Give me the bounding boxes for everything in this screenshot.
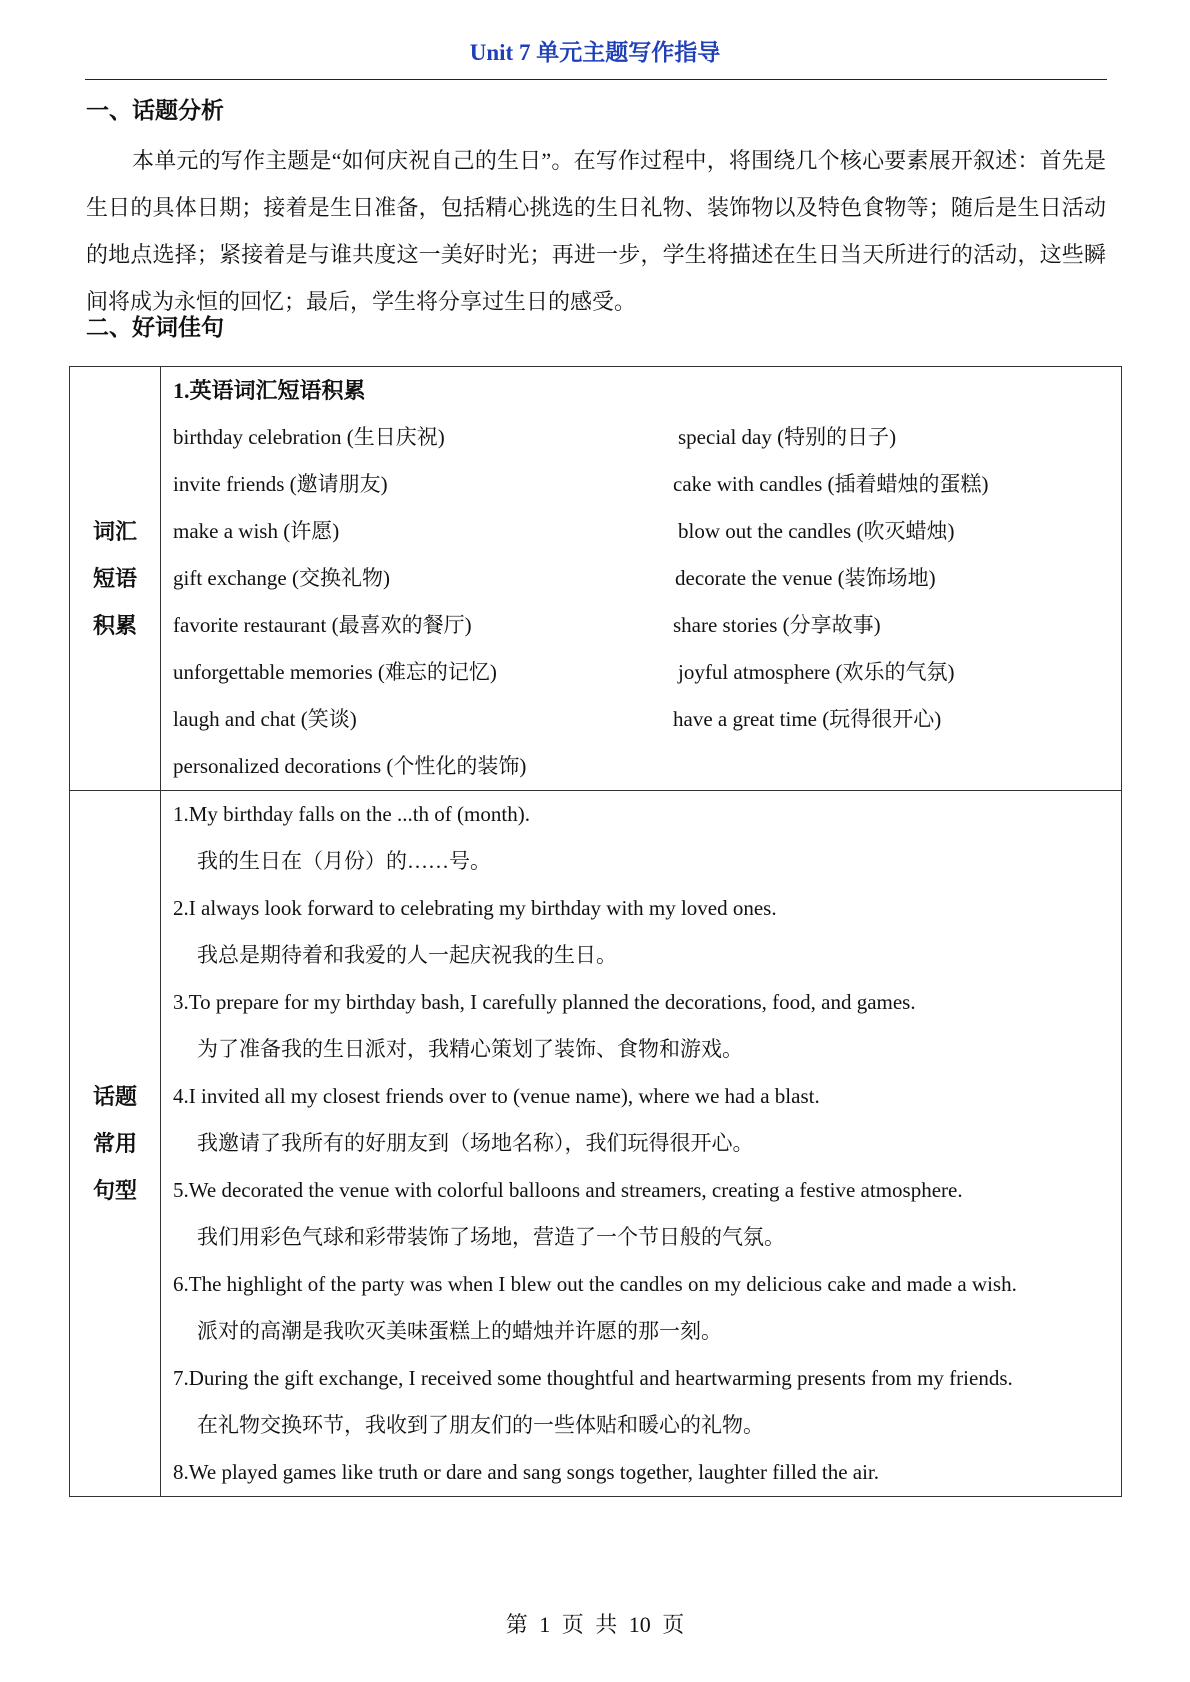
- vocab-phrase: make a wish (许愿): [173, 519, 340, 543]
- vocab-phrase: have a great time (玩得很开心): [673, 707, 942, 731]
- section-heading-topic-analysis: 一、话题分析: [86, 98, 224, 123]
- vocab-label-line: 词汇: [92, 519, 137, 544]
- vocab-row: [173, 555, 1121, 602]
- sentence-chinese: 为了准备我的生日派对，我精心策划了装饰、食物和游戏。: [197, 1037, 743, 1061]
- vocab-row: [173, 743, 1121, 790]
- sentence-label-line: 句型: [92, 1178, 137, 1203]
- vocab-phrase: unforgettable memories (难忘的记忆): [173, 660, 497, 684]
- vocab-phrase: favorite restaurant (最喜欢的餐厅): [173, 613, 472, 637]
- page-footer: 第 1 页 共 10 页: [505, 1612, 685, 1637]
- vocab-phrase: special day (特别的日子): [678, 425, 897, 449]
- vocab-row: [173, 414, 1121, 461]
- sentence-english: 3.To prepare for my birthday bash, I carefully planned the decorations, food, and games.: [173, 990, 916, 1014]
- sentence-chinese: 我们用彩色气球和彩带装饰了场地，营造了一个节日般的气氛。: [197, 1225, 785, 1249]
- sentence-english: 2.I always look forward to celebrating my birthday with my loved ones.: [173, 896, 777, 920]
- sentence-label-line: 常用: [92, 1131, 137, 1156]
- vocab-phrase: gift exchange (交换礼物): [173, 566, 390, 590]
- vocab-phrase: laugh and chat (笑谈): [173, 707, 357, 731]
- section-heading-good-words: 二、好词佳句: [86, 315, 224, 340]
- sentence-english: 1.My birthday falls on the ...th of (month).: [173, 802, 530, 826]
- sentence-english: 8.We played games like truth or dare and sang songs together, laughter filled the air.: [173, 1460, 880, 1484]
- title-divider: [85, 79, 1107, 80]
- vocab-phrase: joyful atmosphere (欢乐的气氛): [678, 660, 955, 684]
- vocab-phrase: share stories (分享故事): [673, 613, 881, 637]
- sentence-label-cell: [70, 791, 161, 1497]
- vocab-phrase: invite friends (邀请朋友): [173, 472, 388, 496]
- sentence-content-cell: [161, 791, 1122, 1497]
- page-title: Unit 7 单元主题写作指导: [469, 40, 721, 65]
- sentence-english: 4.I invited all my closest friends over to (venue name), where we had a blast.: [173, 1084, 820, 1108]
- vocab-phrase: personalized decorations (个性化的装饰): [173, 754, 527, 778]
- sentence-chinese: 我的生日在（月份）的……号。: [197, 849, 491, 873]
- sentence-chinese: 派对的高潮是我吹灭美味蛋糕上的蜡烛并许愿的那一刻。: [197, 1319, 722, 1343]
- sentence-label-line: 话题: [92, 1084, 137, 1109]
- vocab-table-row: [70, 367, 1122, 791]
- vocab-phrase: decorate the venue (装饰场地): [675, 566, 936, 590]
- vocab-content-cell: [161, 367, 1122, 791]
- vocab-phrase: blow out the candles (吹灭蜡烛): [678, 519, 955, 543]
- vocab-label-cell: [70, 367, 161, 791]
- vocab-label-line: 积累: [92, 613, 137, 638]
- sentence-chinese: 在礼物交换环节，我收到了朋友们的一些体贴和暖心的礼物。: [197, 1413, 764, 1437]
- vocab-row: [173, 461, 1121, 508]
- vocab-sentence-table: [69, 366, 1122, 1497]
- sentence-table-row: [70, 791, 1122, 1497]
- sentence-english: 7.During the gift exchange, I received some thoughtful and heartwarming presents from my friends.: [173, 1366, 1013, 1390]
- sentence-chinese: 我总是期待着和我爱的人一起庆祝我的生日。: [197, 943, 617, 967]
- vocab-phrase: cake with candles (插着蜡烛的蛋糕): [673, 472, 989, 496]
- vocab-label-line: 短语: [92, 566, 137, 591]
- vocab-heading: 1.英语词汇短语积累: [173, 378, 366, 403]
- sentence-english: 5.We decorated the venue with colorful balloons and streamers, creating a festive atmosphere.: [173, 1178, 963, 1202]
- vocab-row: [173, 649, 1121, 696]
- vocab-row: [173, 602, 1121, 649]
- sentence-english: 6.The highlight of the party was when I blew out the candles on my delicious cake and made a wish.: [173, 1272, 1017, 1296]
- sentence-chinese: 我邀请了我所有的好朋友到（场地名称），我们玩得很开心。: [197, 1131, 754, 1155]
- topic-analysis-paragraph: 本单元的写作主题是“如何庆祝自己的生日”。在写作过程中，将围绕几个核心要素展开叙述：首先是生日的具体日期；接着是生日准备，包括精心挑选的生日礼物、装饰物以及特色食物等；随后是生日活动的地点选择；紧接着是与谁共度这一美好时光；再进一步，学生将描述在生日当天所进行的活动，这些瞬间将成为永恒的回忆；最后，学生将分享过生日的感受。: [86, 148, 1106, 314]
- vocab-row: [173, 696, 1121, 743]
- vocab-row: [173, 508, 1121, 555]
- vocab-phrase: birthday celebration (生日庆祝): [173, 425, 445, 449]
